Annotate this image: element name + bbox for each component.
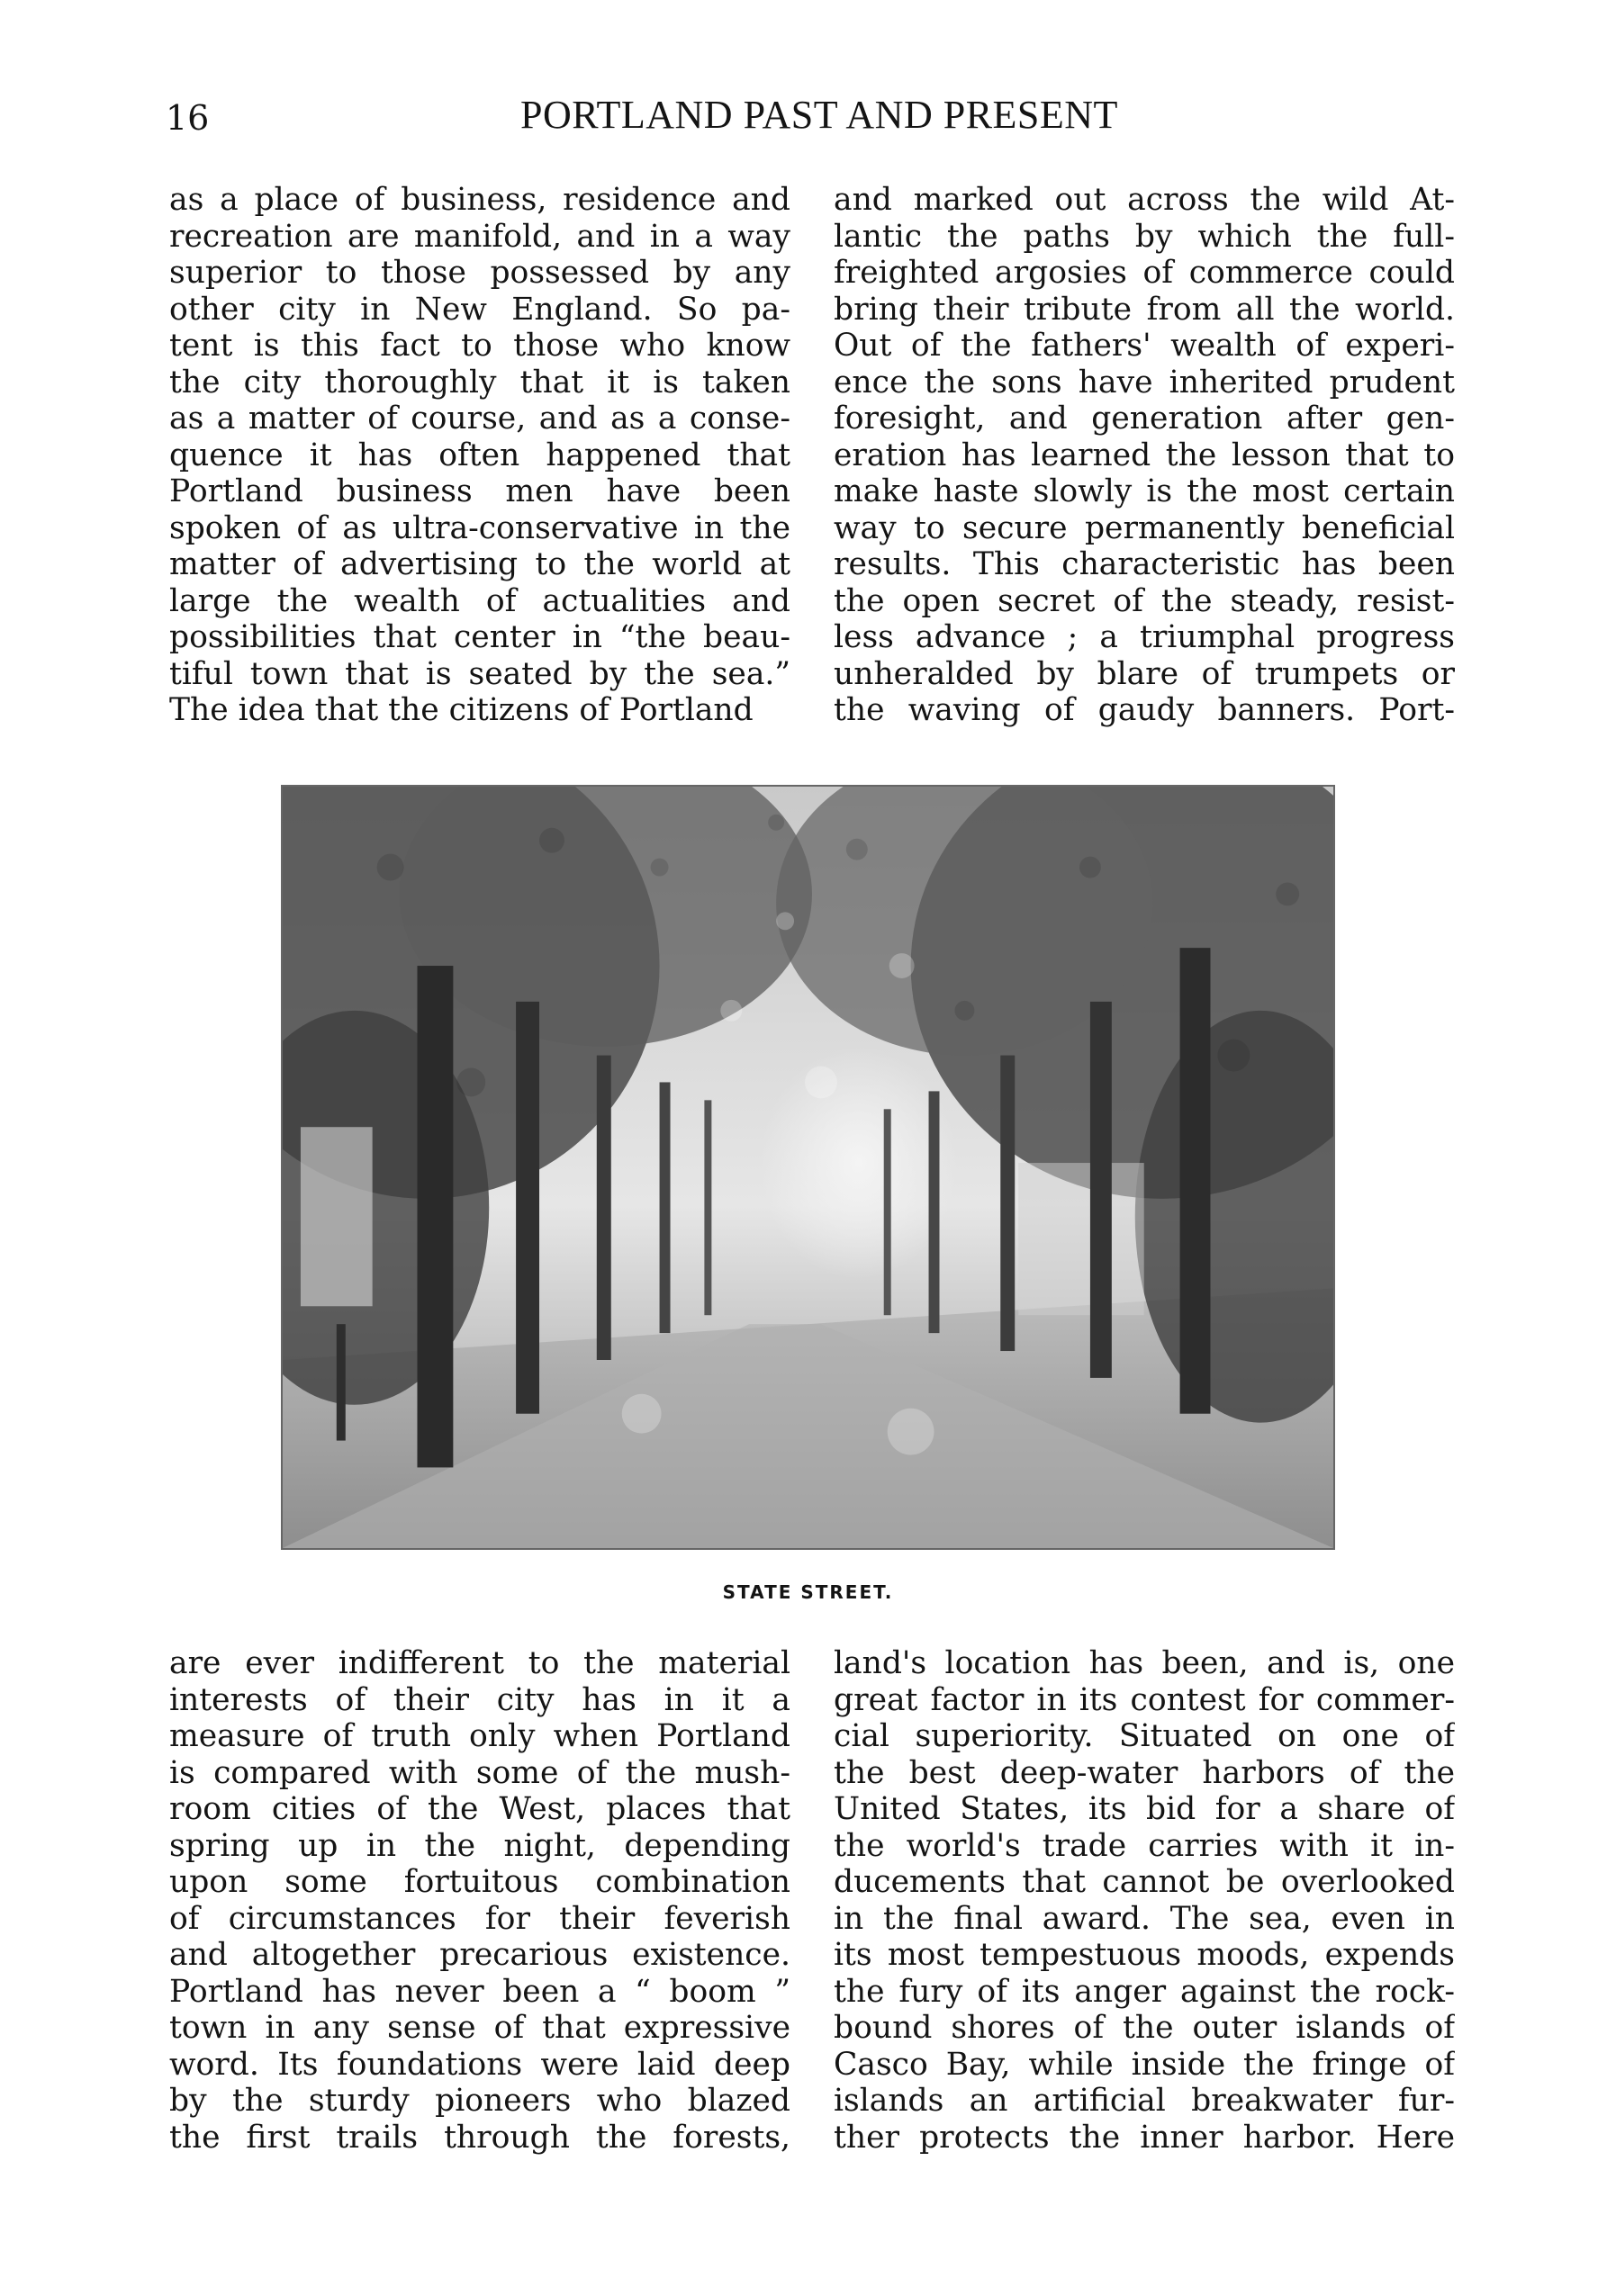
text-column-top-left <box>169 182 790 729</box>
text-line: word. Its foundations were laid deep <box>169 2046 790 2083</box>
text-line: the waving of gaudy banners. Port- <box>834 692 1455 728</box>
text-line: superior to those possessed by any <box>169 255 790 291</box>
text-line: spring up in the night, depending <box>169 1827 790 1864</box>
text-line: its most tempestuous moods, expends <box>834 1937 1455 1973</box>
text-line: measure of truth only when Portland <box>169 1718 790 1754</box>
text-line: interests of their city has in it a <box>169 1681 790 1718</box>
text-line: the open secret of the steady, resist- <box>834 582 1455 619</box>
text-line: possibilities that center in “the beau- <box>169 619 790 655</box>
text-column-bottom-left <box>169 1645 790 2156</box>
text-line: ther protects the inner harbor. Here <box>834 2119 1455 2156</box>
text-line: great factor in its contest for commer- <box>834 1681 1455 1718</box>
text-line: Portland has never been a “ boom ” <box>169 1973 790 2010</box>
text-line: of circumstances for their feverish <box>169 1900 790 1937</box>
text-line: freighted argosies of commerce could <box>834 255 1455 291</box>
text-line: the best deep-water harbors of the <box>834 1754 1455 1791</box>
text-line: is compared with some of the mush- <box>169 1754 790 1791</box>
photograph-image <box>283 787 1333 1548</box>
text-line: Out of the fathers' wealth of experi- <box>834 328 1455 364</box>
text-column-bottom-right <box>834 1645 1455 2156</box>
text-line: land's location has been, and is, one <box>834 1645 1455 1681</box>
text-line: town in any sense of that expressive <box>169 2010 790 2046</box>
text-line: tent is this fact to those who know <box>169 328 790 364</box>
text-line: spoken of as ultra-conservative in the <box>169 509 790 546</box>
text-line: recreation are manifold, and in a way <box>169 218 790 255</box>
text-line: and altogether precarious existence. <box>169 1937 790 1973</box>
text-line: The idea that the citizens of Portland <box>169 692 754 728</box>
text-line: unheralded by blare of trumpets or <box>834 655 1455 692</box>
text-line: lantic the paths by which the full- <box>834 218 1455 255</box>
text-line: are ever indifferent to the material <box>169 1645 790 1681</box>
text-line: and marked out across the wild At- <box>834 182 1455 218</box>
page-number: 16 <box>166 98 210 138</box>
running-title: PORTLAND PAST AND PRESENT <box>520 93 1118 137</box>
text-line: United States, its bid for a share of <box>834 1791 1455 1827</box>
figure-caption: STATE STREET. <box>722 1581 894 1603</box>
text-line: Casco Bay, while inside the fringe of <box>834 2046 1455 2083</box>
state-street-photograph <box>281 785 1335 1550</box>
text-line: by the sturdy pioneers who blazed <box>169 2083 790 2119</box>
text-line: islands an artificial breakwater fur- <box>834 2083 1455 2119</box>
text-line: other city in New England. So pa- <box>169 291 790 328</box>
text-line: large the wealth of actualities and <box>169 582 790 619</box>
text-line: Portland business men have been <box>169 473 790 509</box>
text-line: the world's trade carries with it in- <box>834 1827 1455 1864</box>
text-line: matter of advertising to the world at <box>169 546 790 582</box>
text-line: as a matter of course, and as a conse- <box>169 401 790 437</box>
text-line: the fury of its anger against the rock- <box>834 1973 1455 2010</box>
text-line: tiful town that is seated by the sea.” <box>169 655 790 692</box>
text-line: bring their tribute from all the world. <box>834 291 1455 328</box>
text-line: results. This characteristic has been <box>834 546 1455 582</box>
text-line: the first trails through the forests, <box>169 2119 790 2156</box>
text-line: as a place of business, residence and <box>169 182 790 218</box>
text-line: eration has learned the lesson that to <box>834 437 1455 473</box>
text-line: in the final award. The sea, even in <box>834 1900 1455 1937</box>
text-line: less advance ; a triumphal progress <box>834 619 1455 655</box>
text-line: way to secure permanently beneficial <box>834 509 1455 546</box>
text-line: bound shores of the outer islands of <box>834 2010 1455 2046</box>
text-line: cial superiority. Situated on one of <box>834 1718 1455 1754</box>
text-line: quence it has often happened that <box>169 437 790 473</box>
text-line: upon some fortuitous combination <box>169 1864 790 1900</box>
text-line: ducements that cannot be overlooked <box>834 1864 1455 1900</box>
text-line: foresight, and generation after gen- <box>834 401 1455 437</box>
text-line: make haste slowly is the most certain <box>834 473 1455 509</box>
text-line: room cities of the West, places that <box>169 1791 790 1827</box>
text-line: ence the sons have inherited prudent <box>834 364 1455 401</box>
text-column-top-right <box>834 182 1455 729</box>
text-line: the city thoroughly that it is taken <box>169 364 790 401</box>
